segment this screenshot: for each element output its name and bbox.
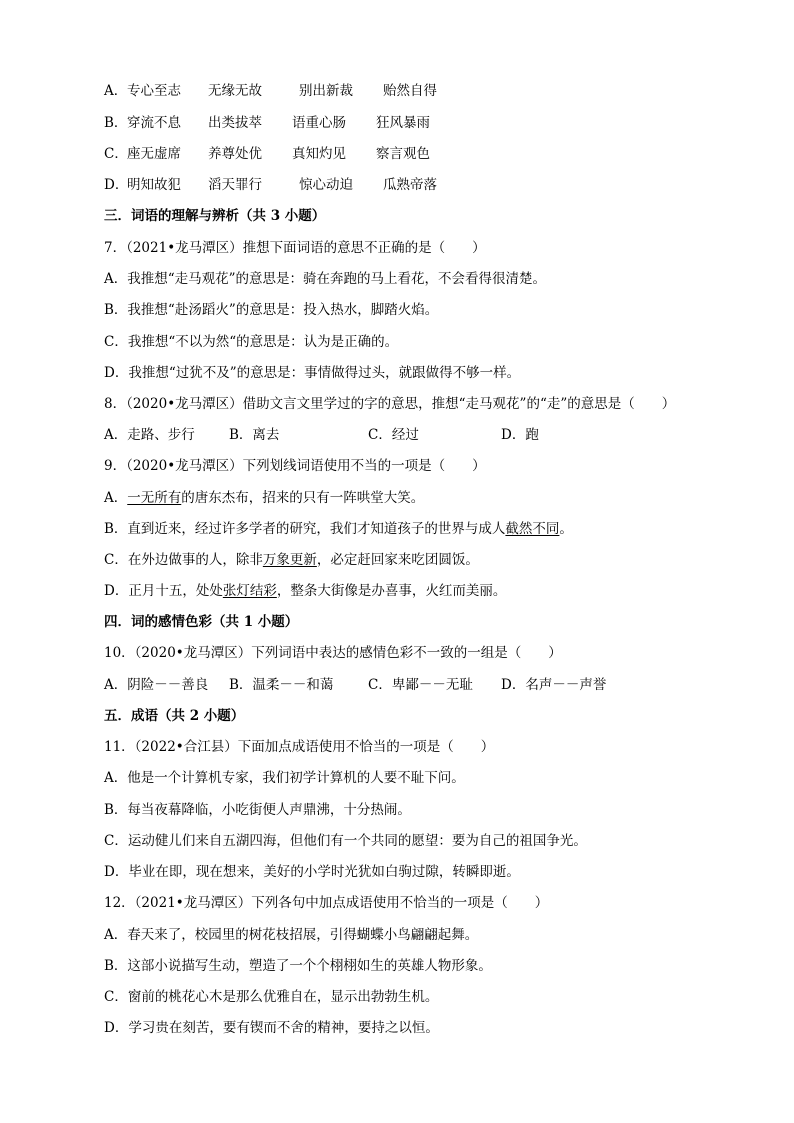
option-word: 察言观色: [376, 146, 430, 162]
question-stem: 9．（2020•龙马潭区）下列划线词语使用不当的一项是（ ）: [104, 458, 486, 474]
question-option: C．经过: [368, 427, 419, 443]
question-stem: 8．（2020•龙马潭区）借助文言文里学过的字的意思，推想“走马观花”的“走”的意思是（ ）: [104, 396, 676, 412]
question-option: B．离去: [229, 427, 280, 443]
question-option: [104, 488, 424, 508]
underlined-phrase: 张灯结彩: [222, 583, 277, 599]
option-word: 惊心动迫: [299, 177, 353, 193]
question-option: C．窗前的桃花心木是那么优雅自在，显示出勃勃生机。: [104, 989, 439, 1005]
option-word: 贻然自得: [383, 83, 437, 99]
option-word: 养尊处优: [208, 146, 262, 162]
question-stem: 10．（2020•龙马潭区）下列词语中表达的感情色彩不一致的一组是（ ）: [104, 645, 562, 661]
option-text: C．在外边做事的人，除非: [104, 552, 263, 568]
underlined-phrase: 一无所有: [127, 490, 182, 506]
question-option: C．我推想“不以为然“的意思是：认为是正确的。: [104, 334, 399, 350]
question-stem: 12．（2021•龙马潭区）下列各句中加点成语使用不恰当的一项是（ ）: [104, 895, 549, 911]
option-text: 。: [559, 521, 573, 537]
option-label: C．: [104, 146, 128, 162]
option-text: ，整条大街像是办喜事，火红而美丽。: [276, 583, 507, 599]
question-option: B．温柔－－和蔼: [229, 677, 334, 693]
question-option: A．阴险－－善良: [104, 677, 209, 693]
question-option: A．走路、步行: [104, 427, 195, 443]
option-word: 真知灼见: [292, 146, 346, 162]
option-text: ，必定赶回家来吃团圆饭。: [316, 552, 479, 568]
option-text: A．: [104, 490, 128, 506]
question-option: A．他是一个计算机专家，我们初学计算机的人要不耻下问。: [104, 770, 465, 786]
option-word: 语重心肠: [292, 115, 346, 131]
question-option: D．毕业在即，现在想来，美好的小学时光犹如白驹过隙，转瞬即逝。: [104, 864, 520, 880]
option-label: D．: [104, 177, 129, 193]
section-heading: 三．词语的理解与辨析（共 3 小题）: [104, 208, 326, 224]
question-option: C．卑鄙－－无耻: [368, 677, 473, 693]
section-heading: 四．词的感情色彩（共 1 小题）: [104, 614, 299, 630]
question-option: [104, 550, 479, 570]
underlined-phrase: 万象更新: [262, 552, 317, 568]
underlined-phrase: 截然不同: [505, 521, 560, 537]
question-option: D．学习贵在刻苦，要有锲而不舍的精神，要持之以恒。: [104, 1020, 439, 1036]
option-word: 无缘无故: [208, 83, 262, 99]
option-label: A．: [104, 83, 128, 99]
option-word: 专心至志: [127, 83, 181, 99]
option-text: B．直到近来，经过许多学者的研究，我们才知道孩子的世界与成人: [104, 521, 506, 537]
question-option: B．我推想“赴汤蹈火”的意思是：投入热水，脚踏火焰。: [104, 302, 439, 318]
question-option: B．这部小说描写生动，塑造了一个个栩栩如生的英雄人物形象。: [104, 958, 492, 974]
option-word: 穿流不息: [127, 115, 181, 131]
option-word: 座无虚席: [127, 146, 181, 162]
option-word: 出类拔萃: [208, 115, 262, 131]
option-text: 的唐东杰布，招来的只有一阵哄堂大笑。: [181, 490, 425, 506]
question-option: D．名声－－声誉: [501, 677, 607, 693]
option-word: 滔天罪行: [208, 177, 262, 193]
option-text: D．正月十五，处处: [104, 583, 223, 599]
question-option: [104, 581, 506, 601]
section-heading: 五．成语（共 2 小题）: [104, 708, 245, 724]
option-word: 别出新裁: [299, 83, 353, 99]
option-word: 狂风暴雨: [376, 115, 430, 131]
question-option: D．跑: [501, 427, 539, 443]
question-option: A．我推想“走马观花”的意思是：骑在奔跑的马上看花，不会看得很清楚。: [104, 271, 547, 287]
question-stem: 7．（2021•龙马潭区）推想下面词语的意思不正确的是（ ）: [104, 240, 486, 256]
option-word: 瓜熟帝落: [383, 177, 437, 193]
option-word: 明知故犯: [127, 177, 181, 193]
question-stem: 11．（2022•合江县）下面加点成语使用不恰当的一项是（ ）: [104, 739, 495, 755]
question-option: [104, 519, 573, 539]
question-option: C．运动健儿们来自五湖四海，但他们有一个共同的愿望：要为自己的祖国争光。: [104, 833, 587, 849]
question-option: A．春天来了，校园里的树花枝招展，引得蝴蝶小鸟翩翩起舞。: [104, 927, 479, 943]
question-option: D．我推想“过犹不及”的意思是：事情做得过头，就跟做得不够一样。: [104, 365, 521, 381]
option-label: B．: [104, 115, 128, 131]
question-option: B．每当夜幕降临，小吃街便人声鼎沸，十分热闹。: [104, 802, 411, 818]
